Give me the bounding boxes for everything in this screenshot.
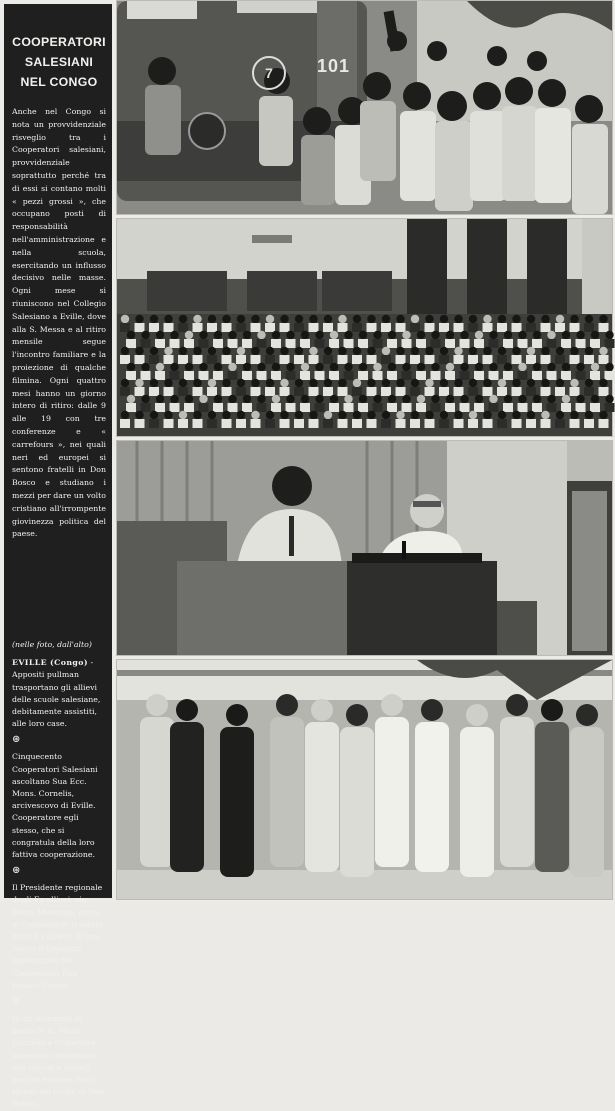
caption-1 (12, 657, 106, 745)
article-intro (12, 106, 106, 541)
photo-speakers-table (116, 440, 613, 656)
bullet-icon: ⊛ (12, 995, 21, 1007)
caption-1-lead: EVILLE (Congo) (12, 658, 88, 668)
photo-assembly-hall (116, 218, 613, 437)
photo-bus-children (116, 0, 613, 215)
text-column (4, 4, 112, 1109)
article-title (10, 32, 108, 92)
caption-4 (12, 1013, 106, 1111)
caption-4-text: In un momento di pausa S. E. Mons. Cornelis e l'Ispettore salesiano conversano con piccoli e grandi, neri ed europei, tutti riuniti nel cuore di Don Bosco. (12, 1013, 105, 1109)
bus-number: 101 (317, 56, 351, 76)
caption-2 (12, 751, 106, 876)
caption-3 (12, 882, 106, 1007)
caption-2-text: Cinquecento Cooperatori Salesiani ascoltano Sua Ecc. Mons. Cornelis, arcivescovo di Eville. Cooperatore egli stesso, che si congratula della loro fattiva cooperazione. (12, 752, 98, 859)
title-line-1: COOPERATORI (12, 35, 106, 49)
photo-group-gathering (116, 659, 613, 900)
caption-3-text: Il Presidente regionale degli Ex allievi, sig. Denis Musenge, porta ai Cooperatori il saluto degli Ex allievi. Al suo fianco il Delegato Ispettoriale dei Cooperatori Don Renato Pieron. (12, 883, 103, 990)
photo-bus-illustration (117, 1, 612, 214)
photo-group-illustration (117, 660, 612, 899)
bullet-icon: ⊛ (12, 865, 21, 877)
bullet-icon: ⊛ (12, 734, 21, 746)
title-line-3: NEL CONGO (20, 75, 98, 89)
intro-text: Anche nel Congo si nota un provvidenziale risveglio tra i Cooperatori salesiani, provvidenziale soprattutto perché tra di essi si contano molti « pezzi grossi », che occupano posti di responsabilità nell'amministrazione e nella scuola, esercitando un influsso decisivo nelle masse. Ogni mese si riuniscono nel Collegio Salesiano a Eville, dove alla S. Messa e al ritiro mensile segue l'incontro familiare e la proiezione di qualche filmina. Ogni quattro mesi hanno un giorno intero di ritiro: dalle 9 alle 19 con tre conferenze e « carrefours », nei quali neri ed europei si sentono fratelli in Don Bosco e studiano i mezzi per dare un volto cristiano all'irrompente giovinezza politica del paese. (12, 107, 106, 539)
caption-1-text: - Appositi pullman trasportano gli allievi delle scuole salesiane, debitamente assistiti, alle loro case. (12, 658, 101, 729)
title-line-2: SALESIANI (24, 55, 94, 69)
bus-route-badge: 7 (252, 56, 286, 90)
photo-speakers-illustration (117, 441, 612, 655)
captions-header: (nelle foto, dall'alto) (12, 640, 92, 650)
photo-hall-illustration (117, 219, 612, 436)
